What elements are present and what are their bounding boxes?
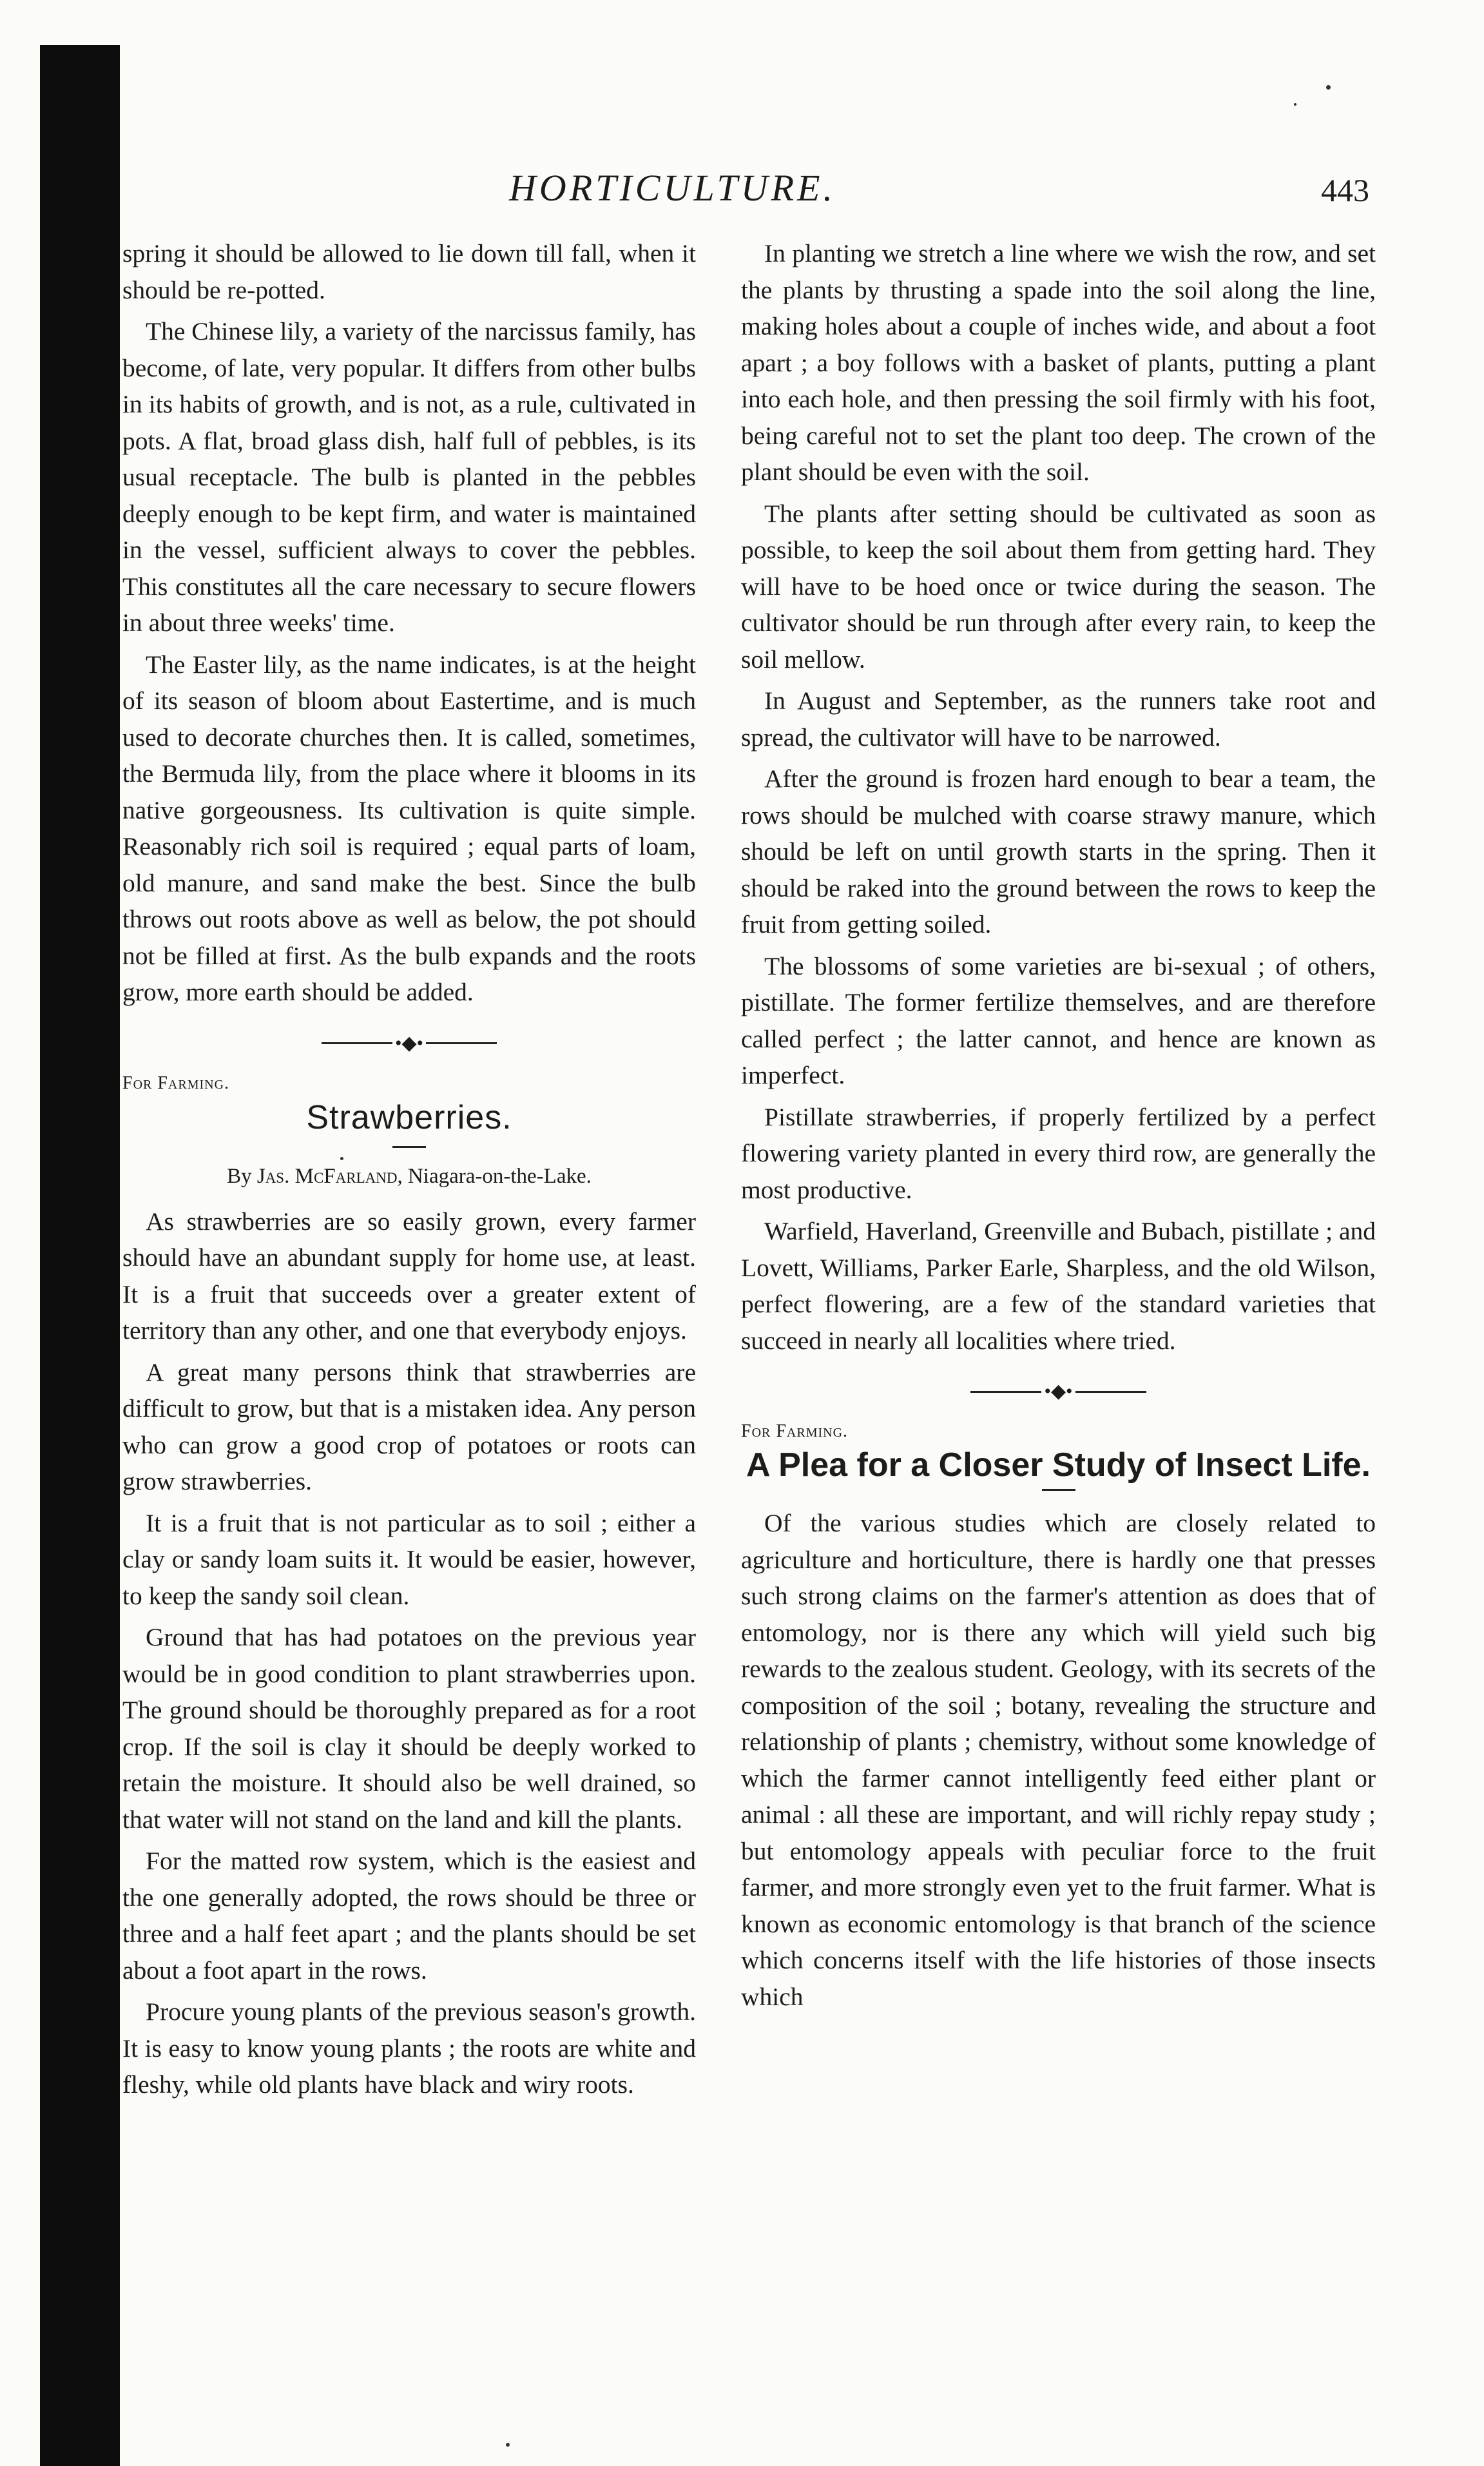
paragraph: Warfield, Haverland, Greenville and Bubach, pistillate ; and Lovett, Williams, Parker Earle, Sharpless, and the old Wilson, perfect flowering, are a few of the standard varieties that succeed in nearly all localities where tried. [741,1217,1376,1355]
paragraph: Pistillate strawberries, if properly fertilized by a perfect flowering variety planted in every third row, are generally the most productive. [741,1102,1376,1204]
print-speck [340,1157,343,1160]
print-speck [506,2443,510,2447]
page-number: 443 [1321,172,1369,208]
paragraph: The Easter lily, as the name indicates, is at the height of its season of bloom about Eastertime, and is much used to decorate churches then. It is called, sometimes, the Bermuda lily, from the place where it blooms in its native gorgeousness. Its cultivation is quite simple. Reasonably rich soil is required ; equal parts of loam, old manure, and sand make the best. Since the bulb throws out roots above as well as below, the pot should not be filled at first. As the bulb expands and the roots grow, more earth should be added. [122,650,696,1006]
print-speck [1294,103,1296,106]
paragraph: The Chinese lily, a variety of the narcissus family, has become, of late, very popular. It differs from other bulbs in its habits of growth, and is not, as a rule, cultivated in pots. A flat, broad glass dish, half full of pebbles, is its usual receptacle. The bulb is planted in the pebbles deeply enough to be kept firm, and water is maintained in the vessel, sufficient always to cover the pebbles. This constitutes all the care necessary to secure flowers in about three weeks' time. [122,317,696,637]
title-rule [1042,1489,1075,1491]
print-speck [1326,85,1331,90]
paragraph: In planting we stretch a line where we wish the row, and set the plants by thrusting a spade into the soil along the line, making holes about a couple of inches wide, and about a foot apart ; a boy follows with a basket of plants, putting a plant into each hole, and then pressing the soil firmly with his foot, being careful not to set the plant too deep. The crown of the plant should be even with the soil. [741,239,1376,486]
right-column [741,235,1376,2020]
left-column [122,235,696,2108]
running-title: HORTICULTURE. [509,167,836,209]
section-divider: •◆• [741,1381,1376,1401]
paragraph: It is a fruit that is not particular as to soil ; either a clay or sandy loam suits it. It would be easier, however, to keep the sandy soil clean. [122,1508,696,1610]
paragraph: Of the various studies which are closely related to agriculture and horticulture, there is hardly one that presses such strong claims on the farmer's attention as does that of entomology, nor is there any which will yield such big rewards to the zealous student. Geology, with its secrets of the composition of the soil ; botany, revealing the structure and relationship of plants ; chemistry, without some knowledge of which the farmer cannot intelligently feed either plant or animal : all these are important, and will richly repay study ; but entomology appeals with peculiar force to the fruit farmer, and more strongly even yet to the fruit farmer. What is known as economic entomology is that branch of the science which concerns itself with the life histories of those insects which [741,1509,1376,2011]
paragraph: For the matted row system, which is the easiest and the one generally adopted, the rows should be three or three and a half feet apart ; and the plants should be set about a foot apart in the rows. [122,1847,696,1985]
running-head [0,166,1484,224]
article-title: A Plea for a Closer Study of Insect Life. [746,1446,1371,1484]
paragraph: spring it should be allowed to lie down till fall, when it should be re-potted. [122,239,696,304]
paragraph: Ground that has had potatoes on the previous year would be in good condition to plant strawberries upon. The ground should be thoroughly prepared as for a root crop. If the soil is clay it should be deeply worked to retain the moisture. It should also be well drained, so that water will not stand on the land and kill the plants. [122,1623,696,1834]
article-byline: By Jas. McFarland, Niagara-on-the-Lake. [227,1164,592,1188]
byline-author: Jas. McFarland, [256,1164,403,1188]
article-kicker: For Farming. [741,1421,849,1442]
paragraph: A great many persons think that strawberries are difficult to grow, but that is a mistaken idea. Any person who can grow a good crop of potatoes or roots can grow strawberries. [122,1357,696,1496]
title-rule [392,1146,426,1148]
paragraph: Procure young plants of the previous season's growth. It is easy to know young plants ; the roots are white and fleshy, while old plants have black and wiry roots. [122,1997,696,2099]
article-title: Strawberries. [306,1098,512,1136]
section-divider: •◆• [122,1033,696,1053]
paragraph: After the ground is frozen hard enough to bear a team, the rows should be mulched with coarse strawy manure, which should be left on until growth starts in the spring. Then it should be raked into the ground between the rows to keep the fruit from getting soiled. [741,764,1376,938]
paragraph: The plants after setting should be cultivated as soon as possible, to keep the soil about them from getting hard. They will have to be hoed once or twice during the season. The cultivator should be run through after every rain, to keep the soil mellow. [741,499,1376,674]
byline-place: Niagara-on-the-Lake. [407,1164,592,1188]
paragraph: The blossoms of some varieties are bi-sexual ; of others, pistillate. The former fertilize themselves, and are therefore called perfect ; the latter cannot, and hence are known as imperfect. [741,951,1376,1089]
article-kicker: For Farming. [122,1073,230,1093]
paragraph: In August and September, as the runners take root and spread, the cultivator will have to be narrowed. [741,686,1376,752]
paragraph: As strawberries are so easily grown, every farmer should have an abundant supply for home use, at least. It is a fruit that succeeds over a greater extent of territory than any other, and one that everybody enjoys. [122,1207,696,1345]
